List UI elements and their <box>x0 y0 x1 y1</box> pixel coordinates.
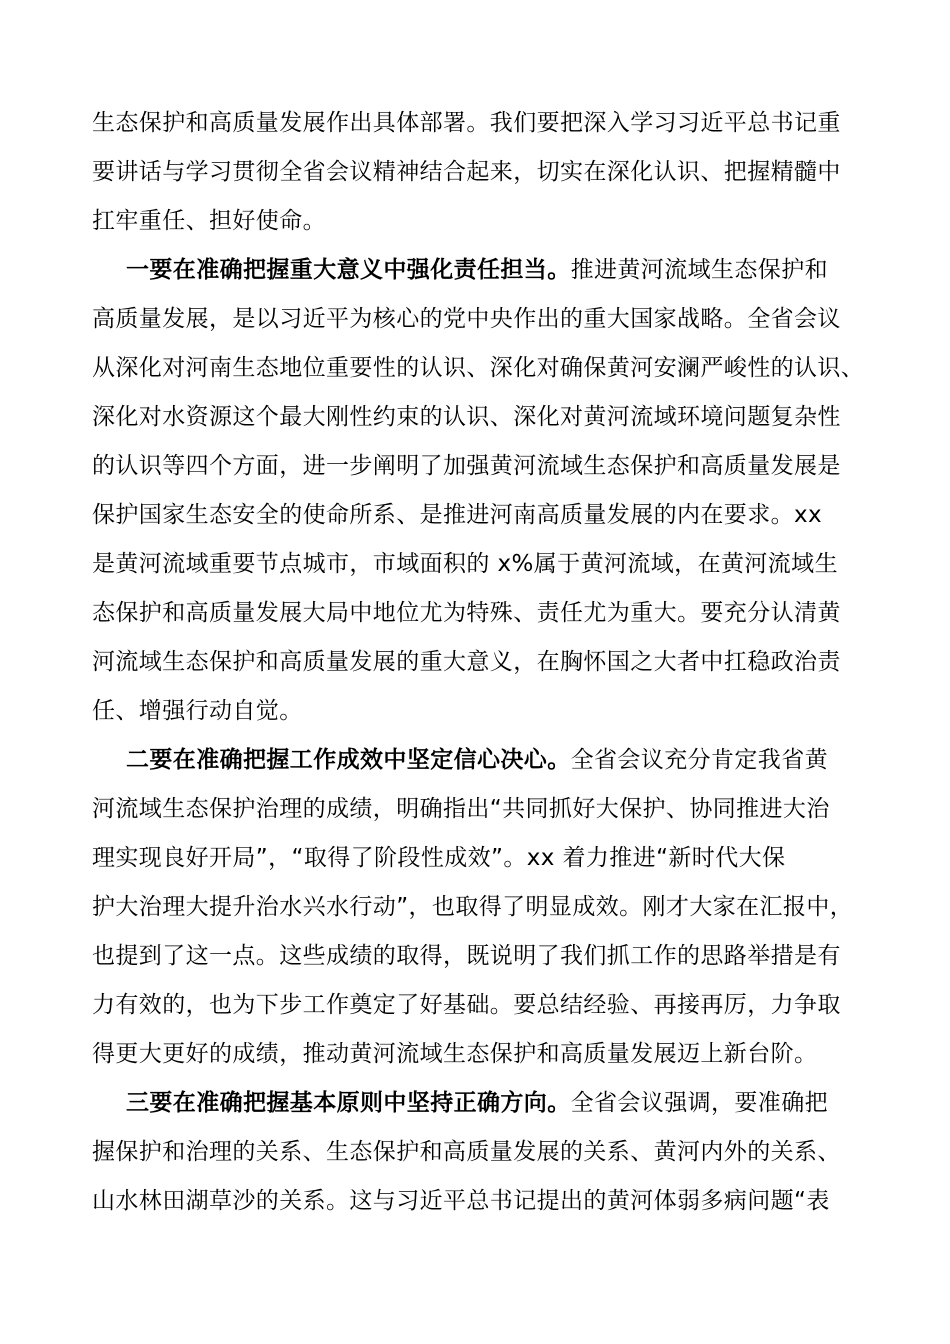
text-line <box>92 1181 872 1230</box>
line-text: 任、增强行动自觉。 <box>92 698 303 724</box>
text-line <box>92 838 872 887</box>
line-text: 态保护和高质量发展大局中地位尤为特殊、责任尤为重大。要充分认清黄 <box>92 600 841 626</box>
text-line <box>92 593 872 642</box>
text-line <box>92 1034 872 1083</box>
text-line <box>92 446 872 495</box>
line-text: 高质量发展，是以习近平为核心的党中央作出的重大国家战略。全省会议 <box>92 306 841 332</box>
text-line <box>92 103 872 152</box>
line-text: 也提到了这一点。这些成绩的取得，既说明了我们抓工作的思路举措是有 <box>92 943 841 969</box>
line-text: 深化对水资源这个最大刚性约束的认识、深化对黄河流域环境问题复杂性 <box>92 404 841 430</box>
text-line <box>92 348 872 397</box>
line-text: 保护国家生态安全的使命所系、是推进河南高质量发展的内在要求。xx <box>92 502 823 528</box>
text-line <box>92 201 872 250</box>
text-line <box>92 936 872 985</box>
line-text: 河流域生态保护和高质量发展的重大意义，在胸怀国之大者中扛稳政治责 <box>92 649 841 675</box>
body-text <box>92 103 872 1230</box>
line-text: 得更大更好的成绩，推动黄河流域生态保护和高质量发展迈上新台阶。 <box>92 1041 818 1067</box>
line-text: 护大治理大提升治水兴水行动”，也取得了明显成效。刚才大家在汇报中， <box>92 894 854 920</box>
text-line <box>92 985 872 1034</box>
line-text: 全省会议充分肯定我省黄 <box>570 747 829 773</box>
paragraph-heading: 一要在准确把握重大意义中强化责任担当。 <box>126 257 571 283</box>
text-line <box>92 495 872 544</box>
line-text: 的认识等四个方面，进一步阐明了加强黄河流域生态保护和高质量发展是 <box>92 453 841 479</box>
line-text: 生态保护和高质量发展作出具体部署。我们要把深入学习习近平总书记重 <box>92 110 841 136</box>
line-text: 理实现良好开局”，“取得了阶段性成效”。xx 着力推进“新时代大保 <box>92 845 786 871</box>
line-text: 全省会议强调，要准确把 <box>570 1090 829 1116</box>
paragraph-heading-line <box>92 1083 872 1132</box>
text-line <box>92 789 872 838</box>
paragraph-heading-line <box>92 740 872 789</box>
text-line <box>92 887 872 936</box>
paragraph-heading: 三要在准确把握基本原则中坚持正确方向。 <box>126 1090 571 1116</box>
line-text: 扛牢重任、担好使命。 <box>92 208 326 234</box>
text-line <box>92 299 872 348</box>
line-text: 山水林田湖草沙的关系。这与习近平总书记提出的黄河体弱多病问题“表 <box>92 1188 830 1214</box>
paragraph-heading-line <box>92 250 872 299</box>
line-text: 要讲话与学习贯彻全省会议精神结合起来，切实在深化认识、把握精髓中 <box>92 159 841 185</box>
line-text: 握保护和治理的关系、生态保护和高质量发展的关系、黄河内外的关系、 <box>92 1139 841 1165</box>
text-line <box>92 1132 872 1181</box>
paragraph-heading: 二要在准确把握工作成效中坚定信心决心。 <box>126 747 571 773</box>
line-text: 是黄河流域重要节点城市，市域面积的 x%属于黄河流域，在黄河流域生 <box>92 551 838 577</box>
text-line <box>92 691 872 740</box>
text-line <box>92 544 872 593</box>
line-text: 河流域生态保护治理的成绩，明确指出“共同抓好大保护、协同推进大治 <box>92 796 830 822</box>
line-text: 推进黄河流域生态保护和 <box>570 257 829 283</box>
text-line <box>92 152 872 201</box>
line-text: 力有效的，也为下步工作奠定了好基础。要总结经验、再接再厉，力争取 <box>92 992 841 1018</box>
line-text: 从深化对河南生态地位重要性的认识、深化对确保黄河安澜严峻性的认识、 <box>92 355 865 381</box>
text-line <box>92 397 872 446</box>
text-line <box>92 642 872 691</box>
